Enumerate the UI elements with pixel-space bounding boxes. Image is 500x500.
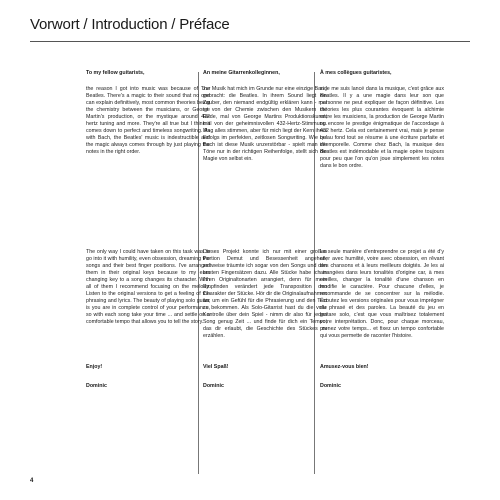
german-salutation: An meine Gitarrenkolleginnen, [203, 70, 280, 76]
german-closing: Viel Spaß! [203, 364, 229, 370]
german-paragraph-2: Dieses Projekt konnte ich nur mit einer großen Portion Demut und Besessenheit angehen; zeitweise träumte ich sogar von den Songs und den besten Fingersätzen dazu. Alle Stücke habe ich in ihren Originaltonarten arrangiert, denn für mein Empfinden verändert jede Transposition den Charakter der Stücke. Hör dir die Originalaufnahmen an, um ein Gefühl für die Phrasierung und den Text zu bekommen. Als Solo-Gitarrist hast du die volle Kontrolle über dein Spiel - nimm dir also für jeden Song genug Zeit ... und finde für dich ein Tempo, das dir erlaubt, die Geschichte des Stückes zu erzählen. [203, 249, 327, 339]
french-signature: Dominic [320, 383, 341, 389]
french-paragraph-1: si je me suis lancé dans la musique, c'est grâce aux Beatles. Il y a une magie dans leur son que personne ne peut expliquer de façon définitive. Les théories les plus courantes évoquent la alchimie entre les musiciens, la production de George Martin ou encore le prestige énigmatique de l'accordage à 432 hertz. Cela est certainement vrai, mais je pense qu'au fond tout se résume à une écriture parfaite et intemporelle. Comme chez Bach, la musique des Beatles est indémodable et la magie opère toujours pour peu que l'on qu'on joue simplement les notes dans le bon ordre. [320, 86, 444, 169]
german-paragraph-1: zur Musik hat mich im Grunde nur eine einzige Band gebracht: die Beatles. In ihrem Sound liegt ein Zauber, den niemand endgültig erklären kann - mal ist von der Chemie zwischen den Musikern die Rede, mal von George Martins Produktionskunst, mal von der geheimnisvollen 432-Hertz-Stimmung. Mag alles stimmen, aber für mich liegt der Kern ihres Erfolgs im perfekten, zeitlosen Songwriting. Wie bei Bach ist diese Musik unzerstörbar - spielt man die Töne nur in der richtigen Reihenfolge, stellt sich die Magie von selbst ein. [203, 86, 327, 162]
french-paragraph-2: La seule manière d'entreprendre ce projet a été d'y aller avec humilité, voire avec obsession, en rêvant des chansons et à leurs meilleurs doigtés. Je les ai arrangées dans leurs tonalités d'origine car, à mes oreilles, changer la tonalité d'une chanson en modifie le caractère. Pour chacune d'elles, je recommande de se concentrer sur la mélodie. Écoutez les versions originales pour vous imprégner du phrasé et des paroles. La beauté du jeu en guitare solo, c'est que vous maîtrisez totalement votre interprétation. Donc, pour chaque morceau, prenez votre temps... et fixez un tempo confortable qui vous permette de raconter l'histoire. [320, 249, 444, 339]
english-paragraph-2: The only way I could have taken on this task was to go into it with humility, even obsession, dreaming the songs and their best finger positions. I've arranged them in their original keys because to my ears changing key to a song changes its character. With all of them I recommend focusing on the melody. Listen to the original versions to get a feeling of the phrasing and lyrics. The beauty of playing solo guitar is you are in complete control of your performance, so with each song take your time ... and settle on a comfortable tempo that allows you to tell the story. [86, 249, 210, 325]
german-signature: Dominic [203, 383, 224, 389]
english-salutation: To my fellow guitarists, [86, 70, 145, 76]
page-number: 4 [30, 478, 34, 484]
english-signature: Dominic [86, 383, 107, 389]
title-rule [30, 41, 470, 42]
english-paragraph-1: the reason I got into music was because of The Beatles. There's a magic to their sound that no one can explain definitively, most common theories being the chemistry between the musicians, or George Martin's production, or the mystique around 432 hertz tuning and more. They're all true but I think it comes down to perfect and timeless songwriting. As with Bach, the Beatles' music is indestructible and the magic always comes through by just playing the notes in the right order. [86, 86, 210, 155]
french-closing: Amusez-vous bien! [320, 364, 369, 370]
page-title: Vorwort / Introduction / Préface [30, 16, 230, 33]
french-salutation: À mes collègues guitaristes, [320, 70, 392, 76]
english-closing: Enjoy! [86, 364, 103, 370]
